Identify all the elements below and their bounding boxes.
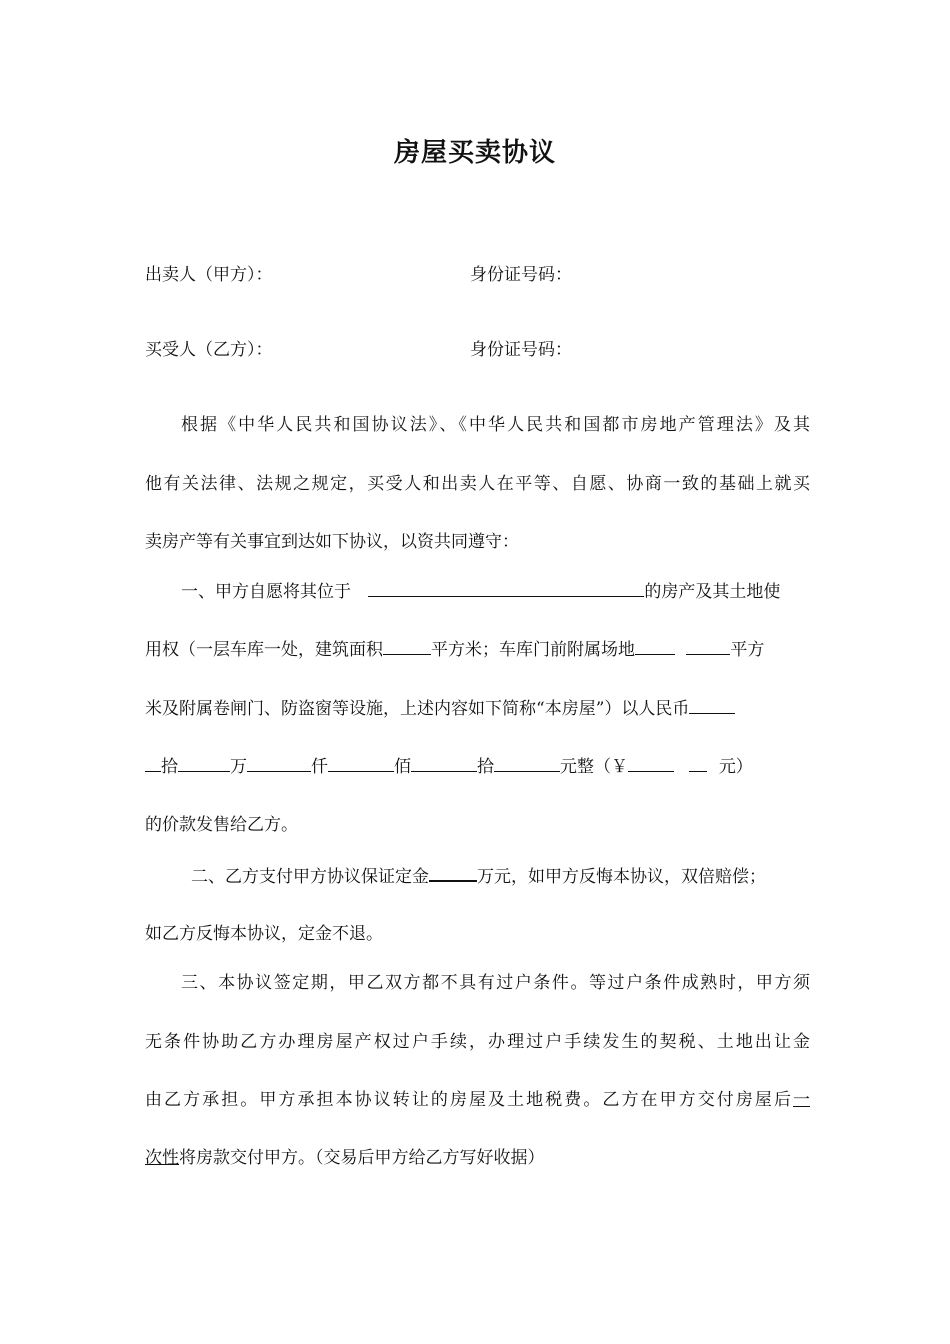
clause2-line-2: 如乙方反悔本协议，定金不退。: [145, 924, 383, 944]
preamble-line-1: 根据《中华人民共和国协议法》、《中华人民共和国都市房地产管理法》及其: [181, 415, 810, 435]
blank-price-rmb: [689, 697, 735, 714]
seller-label: 出卖人（甲方）：: [145, 265, 273, 285]
blank-yard-area-1: [635, 638, 675, 655]
page-title: 房屋买卖协议: [393, 138, 556, 168]
clause1-line-1: 一、甲方自愿将其位于 的房产及其土地使: [181, 582, 781, 602]
clause1-line-2: 用权（一层车库一处，建筑面积 平方米；车库门前附属场地 平方: [145, 640, 765, 660]
preamble-line-2: 他有关法律、法规之规定，买受人和出卖人在平等、自愿、协商一致的基础上就买: [145, 474, 810, 494]
clause3-line-2: 无条件协助乙方办理房屋产权过户手续，办理过户手续发生的契税、土地出让金: [145, 1032, 810, 1052]
buyer-row: [145, 338, 810, 362]
clause1-line-5: 的价款发售给乙方。: [145, 815, 298, 835]
clause1-line-3: 米及附属卷闸门、防盗窗等设施，上述内容如下简称“本房屋”）以人民币: [145, 697, 810, 721]
seller-id-label: 身份证号码：: [470, 265, 572, 285]
clause2-line-1: 二、乙方支付甲方协议保证定金 万元，如甲方反悔本协议，双倍赔偿；: [145, 864, 810, 889]
clause1-line-4: 拾 万 仟 佰 拾 元整（￥ 元）: [145, 755, 810, 779]
seller-row: [145, 263, 810, 287]
blank-area: [383, 638, 431, 655]
buyer-label: 买受人（乙方）：: [145, 340, 273, 360]
clause3-line-4: 次性将房款交付甲方。（交易后甲方给乙方写好收据）: [145, 1148, 545, 1168]
blank-deposit: [429, 864, 477, 882]
blank-location: [368, 580, 644, 597]
blank-yard-area-2: [686, 638, 730, 655]
clause3-line-3: 由乙方承担。甲方承担本协议转让的房屋及土地税费。乙方在甲方交付房屋后一: [145, 1090, 810, 1110]
buyer-id-label: 身份证号码：: [470, 340, 572, 360]
preamble-line-3: 卖房产等有关事宜到达如下协议，以资共同遵守：: [145, 532, 519, 552]
clause3-line-1: 三、本协议签定期，甲乙双方都不具有过户条件。等过户条件成熟时，甲方须: [181, 973, 810, 993]
